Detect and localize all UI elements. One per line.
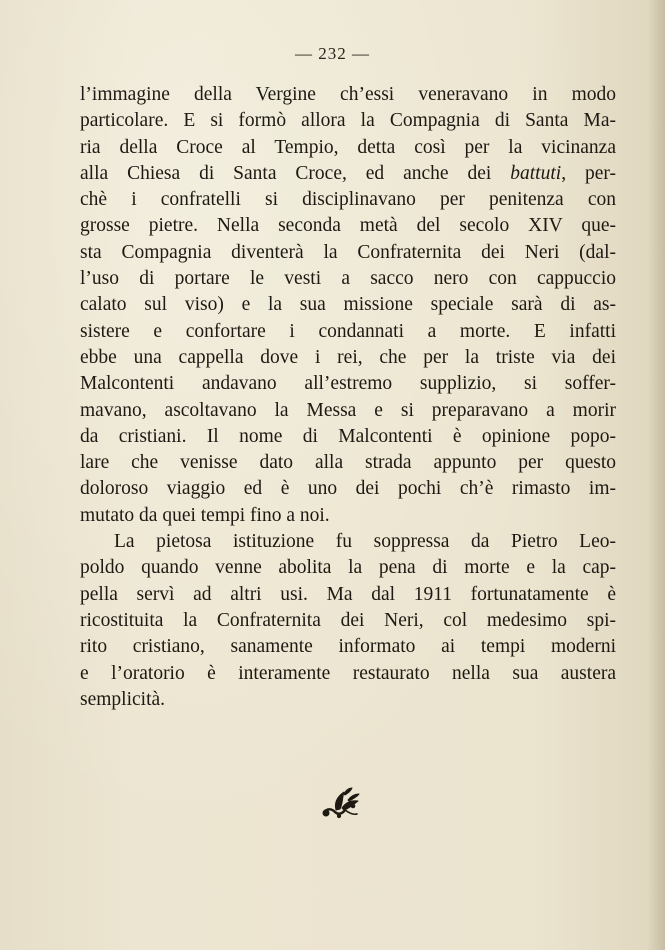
paragraph-1: [80, 82, 616, 529]
page-edge-shadow: [647, 0, 665, 950]
text-line: mavano, ascoltavano la Messa e si preparavano a morir: [80, 399, 616, 421]
text-line: ricostituita la Confraternita dei Neri, col medesimo spi-: [80, 609, 616, 631]
text-line: e l’oratorio è interamente restaurato nella sua austera: [80, 662, 616, 684]
text-line-with-italic: alla Chiesa di Santa Croce, ed anche dei battuti, per-: [80, 162, 616, 184]
text-line: lare che venisse dato alla strada appunto per questo: [80, 452, 616, 474]
text-line: pella servì ad altri usi. Ma dal 1911 fortunatamente è: [80, 583, 616, 605]
text-line: calato sul viso) e la sua missione speciale sarà di as-: [80, 294, 616, 316]
text-line: ebbe una cappella dove i rei, che per la triste via dei: [80, 346, 616, 368]
text-line: da cristiani. Il nome di Malcontenti è opinione popo-: [80, 425, 616, 447]
text-line: sistere e confortare i condannati a morte. E infatti: [80, 320, 616, 342]
text-line: semplicità.: [80, 688, 166, 710]
text-line: La pietosa istituzione fu soppressa da Pietro Leo-: [114, 531, 616, 553]
text-line: doloroso viaggio ed è uno dei pochi ch’è rimasto im-: [80, 478, 616, 500]
text-line: sta Compagnia diventerà la Confraternita dei Neri (dal-: [80, 241, 616, 263]
text-line: chè i confratelli si disciplinavano per penitenza con: [80, 189, 616, 211]
text-line: l’immagine della Vergine ch’essi veneravano in modo: [80, 84, 616, 105]
text-line: particolare. E si formò allora la Compagnia di Santa Ma-: [80, 110, 616, 132]
text-line: rito cristiano, sanamente informato ai tempi moderni: [80, 636, 616, 658]
floral-fleuron-icon: [318, 782, 364, 822]
text-line: poldo quando venne abolita la pena di morte e la cap-: [80, 557, 616, 579]
body-text: [80, 82, 616, 713]
text-line: mutato da quei tempi fino a noi.: [80, 504, 330, 526]
page-number: — 232 —: [295, 44, 370, 63]
text-line: ria della Croce al Tempio, detta così per la vicinanza: [80, 136, 616, 158]
paragraph-2: [80, 529, 616, 713]
italic-word: battuti: [510, 162, 562, 184]
text-line: grosse pietre. Nella seconda metà del secolo XIV que-: [80, 215, 616, 237]
text-line: l’uso di portare le vesti a sacco nero con cappuccio: [80, 268, 616, 290]
text-line: Malcontenti andavano all’estremo supplizio, si soffer-: [80, 373, 616, 395]
